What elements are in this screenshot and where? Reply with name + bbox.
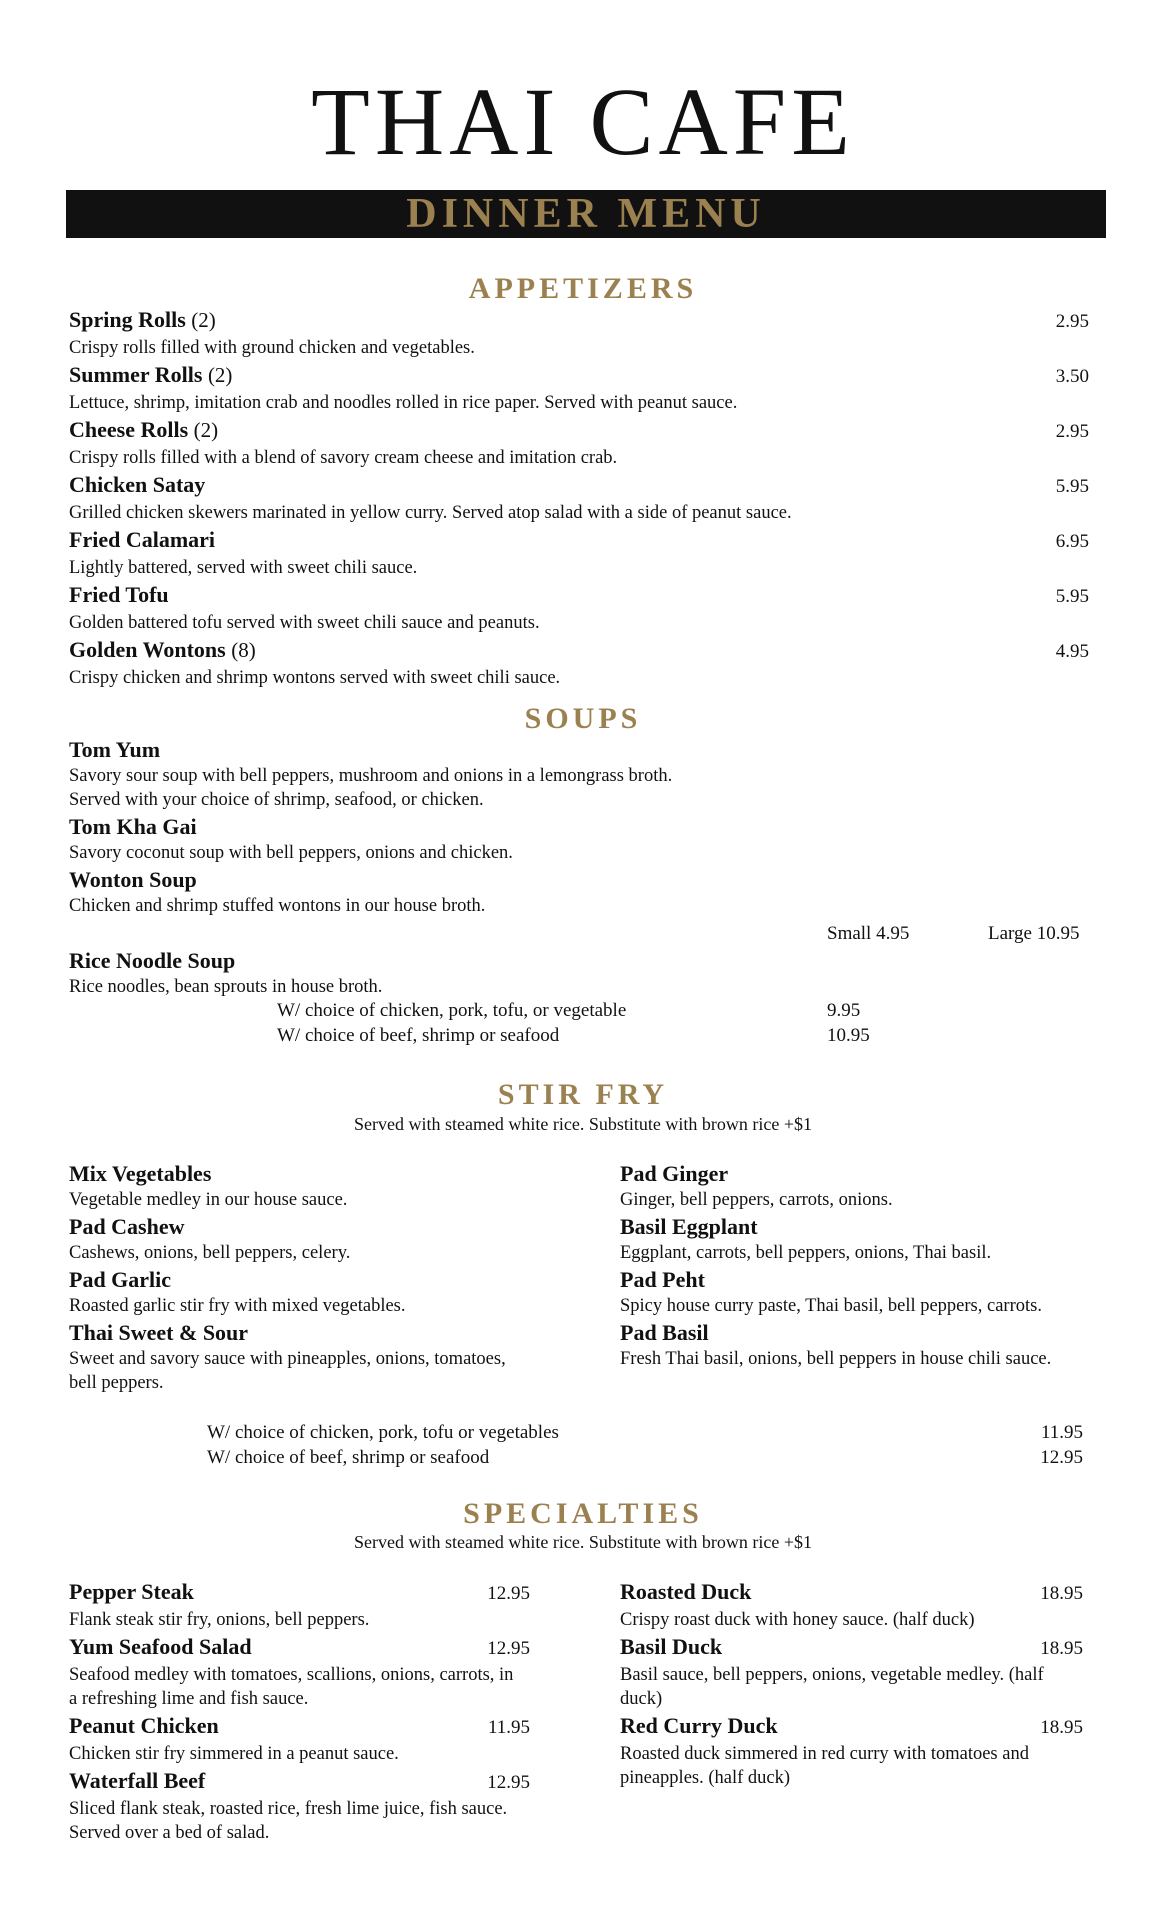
item-name: Rice Noodle Soup xyxy=(69,948,236,973)
item-price: 3.50 xyxy=(1055,366,1089,387)
stir-fry-heading: STIR FRY xyxy=(497,1078,669,1111)
item-desc: Golden battered tofu served with sweet chili sauce and peanuts. xyxy=(69,613,540,633)
item-name: Pad Peht xyxy=(620,1267,705,1292)
menu-item xyxy=(69,812,1089,865)
item-name: Mix Vegetables xyxy=(69,1161,212,1186)
item-desc: Crispy roast duck with honey sauce. (half duck) xyxy=(620,1610,975,1630)
menu-item xyxy=(69,635,1089,690)
option-price: 9.95 xyxy=(827,1000,861,1021)
option-price: 11.95 xyxy=(1040,1422,1083,1443)
item-price: 5.95 xyxy=(1055,476,1089,497)
specialties-heading: SPECIALTIES xyxy=(463,1497,703,1530)
option-price: 12.95 xyxy=(1040,1447,1083,1468)
stir-fry-note: Served with steamed white rice. Substitute with brown rice +$1 xyxy=(353,1114,813,1134)
large-price: Large 10.95 xyxy=(988,923,1080,944)
item-desc: Flank steak stir fry, onions, bell peppers. xyxy=(69,1610,370,1630)
specialties-note: Served with steamed white rice. Substitute with brown rice +$1 xyxy=(353,1532,813,1552)
menu-item xyxy=(69,360,1089,415)
dinner-menu-banner xyxy=(66,190,1106,238)
menu-item xyxy=(69,1159,519,1212)
menu-item xyxy=(69,1265,519,1318)
item-desc: Spicy house curry paste, Thai basil, bell peppers, carrots. xyxy=(620,1296,1042,1316)
item-price: 11.95 xyxy=(487,1717,530,1738)
item-price: 5.95 xyxy=(1055,586,1089,607)
banner-label: DINNER MENU xyxy=(406,191,766,237)
item-name: Pepper Steak xyxy=(69,1579,194,1604)
item-price: 12.95 xyxy=(487,1772,530,1793)
item-desc: Crispy chicken and shrimp wontons served with sweet chili sauce. xyxy=(69,668,561,688)
menu-item xyxy=(620,1318,1106,1371)
menu-item xyxy=(620,1577,1083,1632)
small-price: Small 4.95 xyxy=(827,923,910,944)
rice-noodle-options xyxy=(277,998,977,1048)
item-name: Fried Calamari xyxy=(69,527,216,552)
soups-heading: SOUPS xyxy=(524,702,642,735)
menu-item xyxy=(69,1711,530,1766)
option-label: W/ choice of beef, shrimp or seafood xyxy=(207,1447,490,1468)
item-price: 18.95 xyxy=(1040,1717,1083,1738)
item-price: 6.95 xyxy=(1055,531,1089,552)
item-name: Red Curry Duck xyxy=(620,1713,778,1738)
menu-item xyxy=(69,1318,519,1395)
item-name: Thai Sweet & Sour xyxy=(69,1320,249,1345)
item-price: 2.95 xyxy=(1055,421,1089,442)
item-name: Spring Rolls xyxy=(69,307,186,332)
specialties-left-column xyxy=(69,1577,530,1845)
restaurant-title: THAI CAFE xyxy=(311,68,855,175)
menu-item xyxy=(620,1632,1083,1711)
stir-fry-left-column xyxy=(69,1159,519,1395)
item-name: Wonton Soup xyxy=(69,867,197,892)
item-desc: Served with your choice of shrimp, seafood, or chicken. xyxy=(69,790,484,810)
appetizers-list xyxy=(69,305,1089,690)
menu-item xyxy=(620,1159,1106,1212)
item-name: Golden Wontons xyxy=(69,637,226,662)
item-name: Roasted Duck xyxy=(620,1579,752,1604)
item-desc: Seafood medley with tomatoes, scallions, onions, carrots, in a refreshing lime and fish sauce. xyxy=(69,1665,514,1709)
item-desc: Roasted duck simmered in red curry with tomatoes and pineapples. (half duck) xyxy=(620,1744,1029,1788)
item-name: Cheese Rolls xyxy=(69,417,189,442)
item-price: 12.95 xyxy=(487,1583,530,1604)
item-desc: Vegetable medley in our house sauce. xyxy=(69,1190,348,1210)
item-desc: Sliced flank steak, roasted rice, fresh lime juice, fish sauce. Served over a bed of salad. xyxy=(69,1799,508,1843)
item-desc: Roasted garlic stir fry with mixed vegetables. xyxy=(69,1296,406,1316)
menu-item xyxy=(69,580,1089,635)
item-name: Fried Tofu xyxy=(69,582,169,607)
option-row xyxy=(277,998,977,1023)
menu-item xyxy=(69,1766,530,1845)
item-desc: Lettuce, shrimp, imitation crab and noodles rolled in rice paper. Served with peanut sauce. xyxy=(69,393,738,413)
menu-item xyxy=(69,305,1089,360)
menu-item xyxy=(69,470,1089,525)
item-qty: (2) xyxy=(191,308,216,332)
item-name: Yum Seafood Salad xyxy=(69,1634,252,1659)
stir-fry-right-column xyxy=(620,1159,1106,1371)
item-qty: (2) xyxy=(193,418,219,442)
item-price: 18.95 xyxy=(1040,1583,1083,1604)
menu-item xyxy=(69,865,1089,918)
item-desc: Crispy rolls filled with a blend of savory cream cheese and imitation crab. xyxy=(69,448,618,468)
menu-item xyxy=(620,1212,1106,1265)
item-price: 12.95 xyxy=(487,1638,530,1659)
specialties-right-column xyxy=(620,1577,1083,1790)
item-price: 18.95 xyxy=(1040,1638,1083,1659)
menu-item xyxy=(69,415,1089,470)
item-name: Summer Rolls xyxy=(69,362,203,387)
item-desc: Savory sour soup with bell peppers, mushroom and onions in a lemongrass broth. xyxy=(69,766,673,786)
item-name: Pad Cashew xyxy=(69,1214,185,1239)
item-desc: Eggplant, carrots, bell peppers, onions, Thai basil. xyxy=(620,1243,992,1263)
item-desc: Grilled chicken skewers marinated in yellow curry. Served atop salad with a side of peanut sauce. xyxy=(69,503,792,523)
item-name: Tom Kha Gai xyxy=(69,814,197,839)
item-name: Pad Basil xyxy=(620,1320,709,1345)
option-row xyxy=(277,1023,977,1048)
item-desc: Basil sauce, bell peppers, onions, vegetable medley. (half duck) xyxy=(620,1665,1044,1709)
item-desc: Chicken stir fry simmered in a peanut sauce. xyxy=(69,1744,399,1764)
menu-item xyxy=(620,1265,1106,1318)
option-row xyxy=(207,1445,1083,1470)
option-row xyxy=(207,1420,1083,1445)
item-name: Basil Eggplant xyxy=(620,1214,758,1239)
item-desc: Ginger, bell peppers, carrots, onions. xyxy=(620,1190,893,1210)
option-label: W/ choice of chicken, pork, tofu or vegetables xyxy=(207,1422,559,1443)
option-label: W/ choice of beef, shrimp or seafood xyxy=(277,1025,560,1046)
item-price: 2.95 xyxy=(1055,311,1089,332)
item-price: 4.95 xyxy=(1055,641,1089,662)
stir-fry-options xyxy=(207,1420,1083,1470)
item-desc: Chicken and shrimp stuffed wontons in our house broth. xyxy=(69,896,486,916)
item-desc: Savory coconut soup with bell peppers, onions and chicken. xyxy=(69,843,513,863)
rice-noodle-soup xyxy=(69,946,1089,999)
menu-item xyxy=(69,735,1089,812)
item-desc: Crispy rolls filled with ground chicken and vegetables. xyxy=(69,338,475,358)
item-name: Waterfall Beef xyxy=(69,1768,206,1793)
item-desc: Rice noodles, bean sprouts in house broth. xyxy=(69,977,383,997)
menu-item xyxy=(69,1632,530,1711)
item-desc: Cashews, onions, bell peppers, celery. xyxy=(69,1243,351,1263)
item-name: Pad Ginger xyxy=(620,1161,729,1186)
soups-list xyxy=(69,735,1089,918)
appetizers-heading: APPETIZERS xyxy=(468,272,698,305)
item-desc: Lightly battered, served with sweet chili sauce. xyxy=(69,558,418,578)
item-name: Basil Duck xyxy=(620,1634,723,1659)
item-desc: Sweet and savory sauce with pineapples, onions, tomatoes, bell peppers. xyxy=(69,1349,506,1393)
option-price: 10.95 xyxy=(827,1025,870,1046)
menu-item xyxy=(69,525,1089,580)
item-name: Tom Yum xyxy=(69,737,161,762)
option-label: W/ choice of chicken, pork, tofu, or vegetable xyxy=(277,1000,627,1021)
item-name: Chicken Satay xyxy=(69,472,206,497)
menu-item xyxy=(69,1577,530,1632)
item-qty: (2) xyxy=(207,363,233,387)
item-desc: Fresh Thai basil, onions, bell peppers in house chili sauce. xyxy=(620,1349,1052,1369)
item-qty: (8) xyxy=(231,638,256,662)
item-name: Pad Garlic xyxy=(69,1267,172,1292)
menu-item xyxy=(620,1711,1083,1790)
item-name: Peanut Chicken xyxy=(69,1713,219,1738)
menu-item xyxy=(69,1212,519,1265)
